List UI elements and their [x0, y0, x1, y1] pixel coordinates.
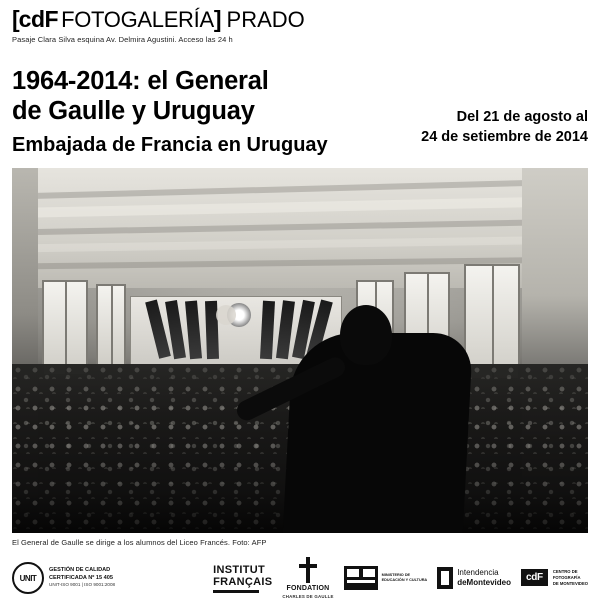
ministry-line-1: MINISTERIO DE — [381, 573, 411, 578]
fondation-line-1: FONDATION — [286, 585, 330, 592]
unit-line-1: GESTIÓN DE CALIDAD — [49, 567, 111, 574]
cdf-line-2: FOTOGRAFÍA — [552, 575, 581, 581]
cdf-line-3: DE MONTEVIDEO — [552, 580, 588, 586]
title-line-1: 1964-2014: el General — [12, 67, 269, 95]
speaker-silhouette — [283, 333, 473, 533]
cdf-logo-text — [553, 569, 588, 586]
hall-window — [464, 264, 520, 380]
flag-panel — [347, 569, 359, 577]
intendencia-line-1: Intendencia — [457, 568, 499, 578]
logo-institut-francais — [213, 564, 272, 593]
unit-line-3: UNIT-ISO 9001 | ISO 9001:2008 — [49, 582, 116, 588]
fondation-line-2: CHARLES DE GAULLE — [282, 594, 334, 599]
logo-unit-quality-certification — [12, 562, 115, 594]
dates-line-2: 24 de setiembre de 2014 — [421, 128, 588, 145]
unit-logo-text — [49, 567, 115, 588]
ministry-logo-text — [382, 573, 428, 583]
page-header — [0, 0, 600, 44]
unit-line-2: CERTIFICADA Nº 15 405 — [49, 574, 114, 581]
institut-rule — [213, 590, 259, 593]
logo-prado-text: PRADO — [226, 7, 305, 32]
logo-centro-de-fotografia — [521, 569, 588, 586]
cdf-fotogaleria-logo — [12, 8, 588, 31]
title-line-2: de Gaulle y Uruguay — [12, 97, 255, 126]
cross-of-lorraine-icon — [297, 557, 319, 583]
title-block — [0, 66, 600, 158]
logo-intendencia-de-montevideo — [437, 567, 511, 589]
logo-bracket-close: ] — [213, 6, 221, 32]
institut-line-1: INSTITUT — [213, 563, 266, 576]
institut-line-2: FRANÇAIS — [213, 575, 273, 588]
exhibition-photo — [12, 168, 588, 533]
hall-window — [42, 280, 88, 376]
page-subtitle: Embajada de Francia en Uruguay — [12, 134, 328, 157]
cdf-line-1: CENTRO DE — [552, 569, 578, 575]
page-title — [12, 66, 412, 126]
photo-caption: El General de Gaulle se dirige a los alumnos del Liceo Francés. Foto: AFP — [12, 538, 267, 547]
intendencia-logo-text — [457, 568, 511, 587]
speaker-head — [340, 305, 392, 365]
hall-window — [96, 284, 126, 368]
logo-fotogaleria-text: FOTOGALERÍA — [61, 7, 214, 32]
exhibition-dates — [368, 108, 588, 147]
venue-address: Pasaje Clara Silva esquina Av. Delmira Agustini. Acceso las 24 h — [12, 35, 233, 44]
cdf-badge-icon: cdF — [521, 569, 548, 586]
flag-panel — [363, 569, 375, 577]
flag — [185, 300, 202, 359]
intendencia-line-2: deMontevideo — [457, 578, 511, 587]
unit-seal-icon: UNIT — [12, 562, 44, 594]
speaker-hand — [216, 305, 236, 325]
logo-cdf-text: cdF — [18, 6, 59, 32]
logo-fondation-charles-de-gaulle — [282, 557, 333, 599]
ministry-flag-icon — [344, 566, 378, 590]
flag — [260, 301, 275, 360]
dates-line-1: Del 21 de agosto al — [456, 109, 588, 125]
intendencia-mark-icon — [437, 567, 453, 589]
flag-panel — [347, 580, 375, 583]
logo-ministerio-educacion-cultura — [344, 566, 428, 590]
logo-bracket-open: [ — [12, 6, 19, 32]
footer-logos — [0, 548, 600, 608]
ministry-line-2: EDUCACIÓN Y CULTURA — [381, 578, 428, 582]
